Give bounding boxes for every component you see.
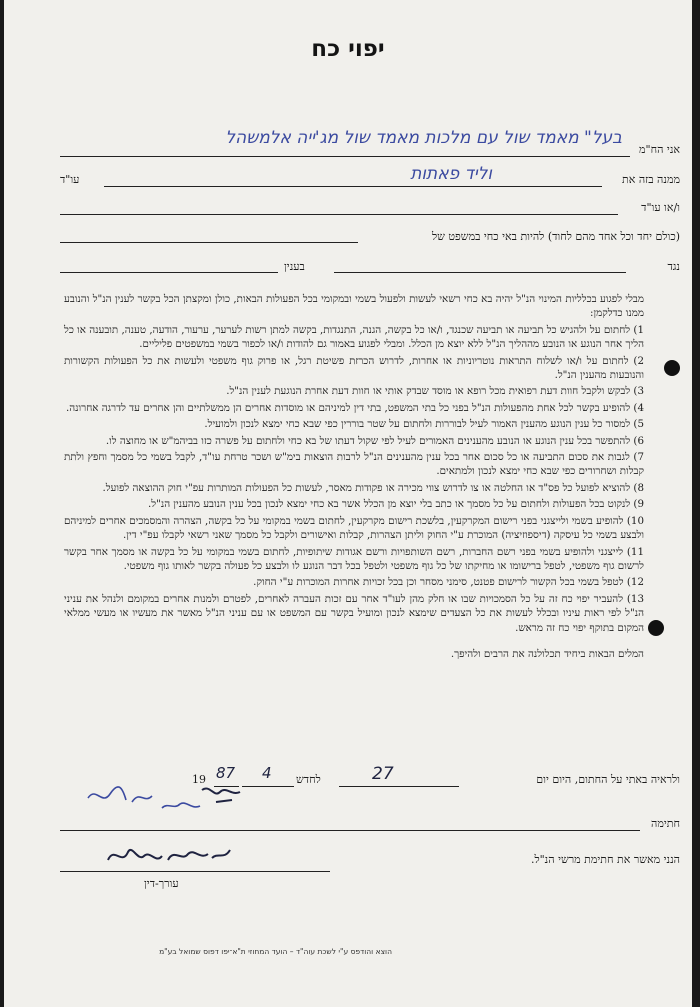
year-prefix: 19 bbox=[192, 773, 206, 786]
client-signature-icon bbox=[82, 780, 252, 820]
body-item: 7) לגבות את סכום התביעה או כל סכום אחר בכל ענין מהענינים הנ"ל לרבות הוצאות בימ"ש ושכר טרחת עו"ד, לקבל בשמי כל מסמך וחפץ ולתת קבלות ושחרורים כפי שבא כחי ימצא לנכון ולמתאים. bbox=[64, 451, 644, 478]
body-item: 12) לטפל בשמי בכל הקשור לרישום פטנט, סימני מסחר וכן בכל זכויות אחרות המוכרות ע"י החוק. bbox=[253, 576, 644, 589]
jointly-text: (כולם יחד וכל אחד מהם לחוד) להיות באי כחי במשפט של bbox=[431, 230, 680, 243]
principal-handwritten: בעל" מאמד שול עם מלכות מאמד שול מג'ייה אלמשהל bbox=[225, 128, 622, 148]
witness-label: ולראיה באתי על החתום, היום יום bbox=[536, 773, 680, 786]
lawyer-signature-icon bbox=[104, 840, 234, 872]
case-line bbox=[60, 242, 358, 243]
document-page bbox=[4, 0, 692, 1007]
document-title: יפוי כח bbox=[311, 36, 385, 62]
appoint-suffix: עו"ד bbox=[60, 173, 80, 186]
year-handwritten: 87 bbox=[216, 764, 236, 782]
appoint-line bbox=[104, 186, 602, 187]
body-item: 6) להתפשר בכל ענין הנוגע או הנובע מהענינים האמורים לעיל לפי שקול דעתו של בא כחי ולחתום על פשרה כזו בביהמ"ש או מחוצה לו. bbox=[105, 434, 644, 447]
body-intro: מבלי לפגוע בכלליות המינוי הנ"ל יהיה בא כחי רשאי לעשות ולפעול בשמי ובמקומי בכל הפעולות הבאות, כולן ומקצתן הכל בקשר לענין הנ"ל והנובע ממנו כדלקמן: bbox=[64, 293, 644, 320]
body-item: 10) להופיע בשמי ולייצגני בפני רישום המקרקעין, בלשכת רישום מקרקעין, לחתום בשמי במקומי על כל בקשה, הצהרה והמסמכים אחרים למיניהם ולבצע בשמי כל עיסקה (דיספוזיציה) המוכרת ע"י החוק וליתן הצהרות, קבלות ואישורים ולקבל כל מסמך שאני רשאי לקבלו עפ"י דין. bbox=[64, 514, 644, 542]
appoint-label: ממנה בזה את bbox=[622, 173, 680, 186]
signature-label: חתימה bbox=[651, 817, 680, 830]
and-or-line bbox=[60, 214, 618, 215]
body-item: 1) לחתום על ולהגיש כל תביעה או תביעה שכנגד, ו/או כל בקשה, הגנה, התנגדות, בקשה למתן רשות לערער, ערעור, הודעה, טענה, תובענה או כל הליך אחר הנוגע או הנובע מההליך הנ"ל ללא יוצא מן הכלל. ומבלי לפגוע באמור גם להודות ו/או לכפור בשמי במשפטים פליליים. bbox=[64, 323, 644, 351]
body-item: 9) לנקוט בכל הפעולות ולחתום על כל מסמך או כתב בלי יוצא מן הכלל אשר בא כחי ימצא לנכון בכל ענין הנובע מהענין הנ"ל. bbox=[148, 498, 644, 511]
body-item: 2) לחתום על ו/או לשלוח התראות נוטריוניות או אחרות, לדרוש הכרזת פשיטת רגל, או פרוק גוף משפטי ולעשות את כל הפעולות הקשורות והנובעות מהענין הנ"ל. bbox=[64, 354, 644, 382]
punch-hole-bottom bbox=[648, 620, 664, 636]
attorney-handwritten: וליד פאתות bbox=[410, 164, 492, 184]
month-label: לחדש bbox=[296, 773, 321, 786]
document-body bbox=[64, 292, 644, 663]
body-item: 4) להופיע בקשר לכל אחת מהפעולות הנ"ל בפני כל בתי המשפט, בתי דין למיניהם או מוסדות אחרים הן ממשלתיים והן אחרים עד לדרגה אחרונה. bbox=[65, 401, 644, 414]
matter-line bbox=[60, 272, 278, 273]
punch-hole-top bbox=[664, 360, 680, 376]
principal-label: אני הח"מ bbox=[639, 143, 680, 156]
body-item: 13) להעביר יפוי כח זה על כל הסמכויות שבו או חלק מהן לעו"ד אחר עם זכות העברה לאחרים, לפטרם ולמנות אחרים במקומם ולנהל את עניני הנ"ל לפי ראות עיניו ובכלל לעשות את כל הצעדים שימצא לנכון ומועיל בקשר עם המשפט או עם עניני הנ"ל מאשר את מעשיו או מעשי ממלאי המקום בתוקף יפוי כח זה מראש. bbox=[64, 592, 644, 634]
and-or-label: ו/או עו"ד bbox=[641, 201, 680, 214]
printer-footer: הוצא והודפס ע"י לשכת עוה"ד – הועד המחוזי ת"א־יפו דפוס שמואל בע"מ bbox=[159, 947, 392, 956]
body-item: 5) למסור כל ענין הנוגע מהענין האמור לעיל לבוררות ולחתום על שטר בוררין כפי שבא כחי ימצא לנכון ולמועיל. bbox=[204, 418, 644, 431]
lawyer-label: עורך-דין bbox=[144, 877, 179, 890]
certify-text: הנני מאשר את חתימת מרשי הנ"ל. bbox=[530, 853, 680, 866]
against-label: נגד bbox=[667, 260, 680, 273]
month-handwritten: 4 bbox=[262, 764, 272, 782]
against-line bbox=[334, 272, 626, 273]
body-item: 11) לייצגני ולהופיע בשמי בפני רשם החברות, רשם השותפויות ורשם אגודות שיתופיות, לחתום בשמי במקומי על כל בקשה או מסמך אחר בקשר לרשום גוף משפטי, לטפל ברישומו או מחיקתו של כל גוף משפטי ולטפל בכל דבר הנוגע לו ולבצע כל פעולה בקשר לאותו גוף משפטי. bbox=[64, 545, 644, 572]
body-item: 3) לבקש ולקבל חוות דעת רפואית מכל רופא או מוסד שבדק אותי או חוות דעת אחרת הנוגעת לענין הנ"ל. bbox=[226, 385, 644, 398]
body-item: 8) להוציא לפועל כל פס"ד או החלטה או צו לדרוש צווי מכירה או פקודות מאסר, לעשות כל הפעולות המותרות עפ"י חוק ההוצאה לפועל. bbox=[102, 481, 644, 494]
lawyer-line bbox=[60, 871, 330, 872]
day-line bbox=[339, 786, 459, 787]
day-handwritten: 27 bbox=[372, 764, 394, 784]
principal-line bbox=[60, 156, 630, 157]
matter-label: בענין bbox=[284, 260, 305, 273]
body-closing: המלים הבאות ביחיד תכלולנה את הרבים ולהיפך. bbox=[450, 647, 644, 660]
signature-line bbox=[60, 830, 640, 831]
